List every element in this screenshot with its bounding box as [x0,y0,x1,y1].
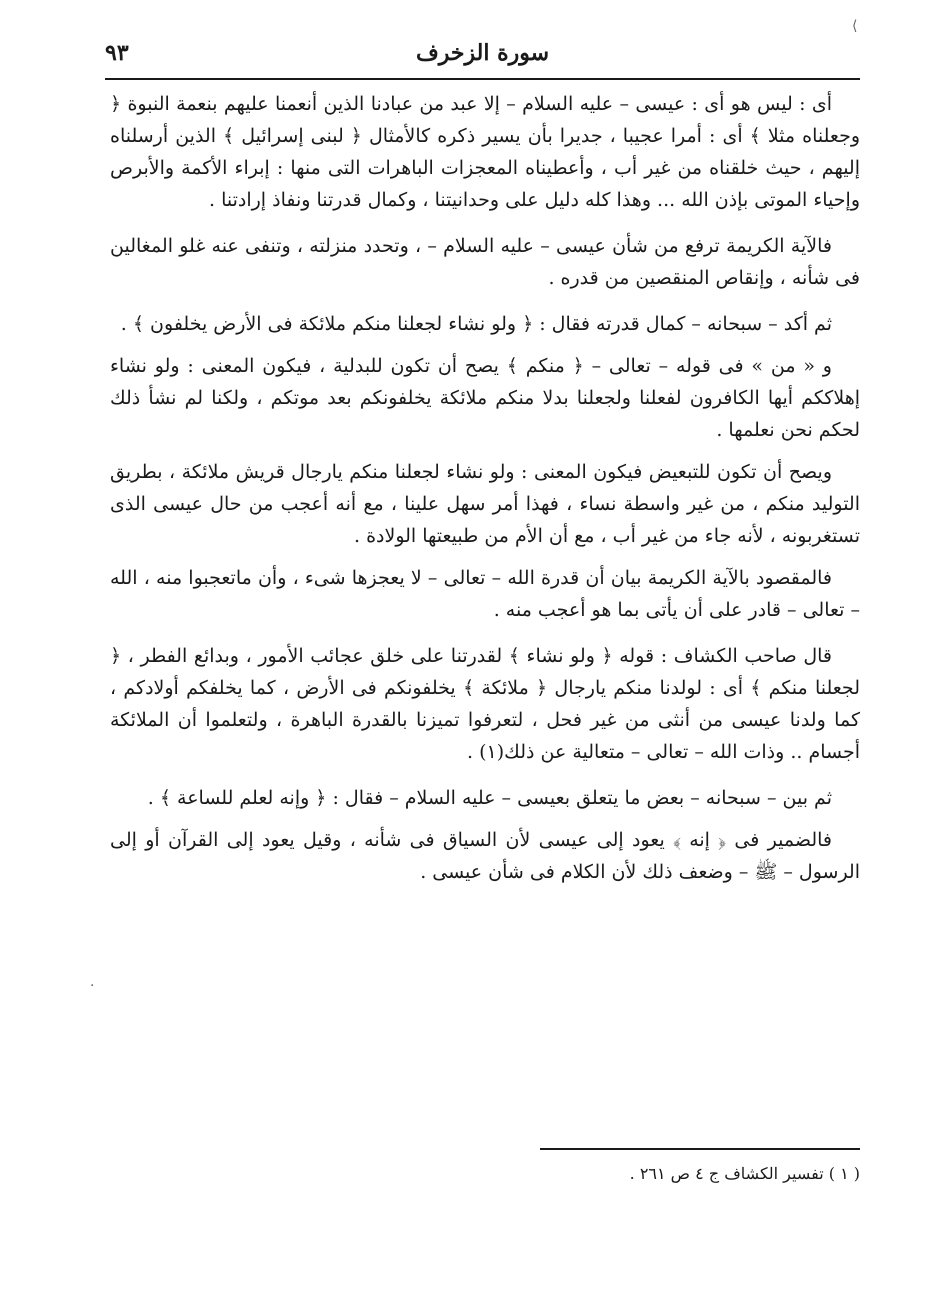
footnote: ( ١ ) تفسير الكشاف ج ٤ ص ٢٦١ . [629,1164,860,1183]
paragraph-4: و « من » فى قوله – تعالى – ﴿ منكم ﴾ يصح أن تكون للبدلية ، فيكون المعنى : ولو نشاء إهلاككم أيها الكافرون لفعلنا ولجعلنا بدلا منكم ملائكة يخلفونكم بعد موتكم ، ولكنا لم نشأ ذلك لحكم نحن نعلمها . [110,355,860,441]
paragraph-6: فالمقصود بالآية الكريمة بيان أن قدرة الله – تعالى – لا يعجزها شىء ، وأن ماتعجبوا منه ، الله – تعالى – قادر على أن يأتى بما هو أعجب منه . [110,567,860,621]
paragraph-1: أى : ليس هو أى : عيسى – عليه السلام – إلا عبد من عبادنا الذين أنعمنا عليهم بنعمة النبوة ﴿ وجعلناه مثلا ﴾ أى : أمرا عجيبا ، جديرا بأن يسير ذكره كالأمثال ﴿ لبنى إسرائيل ﴾ الذين أرسلناه إليهم ، حيث خلقناه من غير أب ، وأعطيناه المعجزات الباهرات التى منها : إبراء الأكمة والأبرص وإحياء الموتى بإذن الله ... وهذا كله دليل على وحدانيتنا ، وكمال قدرتنا ونفاذ إرادتنا . [110,93,860,211]
scan-margin-mark: · [90,978,95,994]
page-header [105,28,860,78]
scan-margin-mark: ⟨ [852,18,858,34]
header-divider [105,78,860,80]
paragraph-9: فالضمير فى ﴿ إنه ﴾ يعود إلى عيسى لأن السياق فى شأنه ، وقيل يعود إلى القرآن أو إلى الرسول – ﷺ – وضعف ذلك لأن الكلام فى شأن عيسى . [110,829,860,883]
paragraph-5: ويصح أن تكون للتبعيض فيكون المعنى : ولو نشاء لجعلنا منكم يارجال قريش ملائكة ، بطريق التوليد منكم ، من غير واسطة نساء ، فهذا أمر سهل علينا ، مع أنه أعجب من حال عيسى الذى تستغربونه ، لأنه جاء من غير أب ، مع أن الأم من طبيعتها الولادة . [110,461,860,547]
paragraph-3: ثم أكد – سبحانه – كمال قدرته فقال : ﴿ ولو نشاء لجعلنا منكم ملائكة فى الأرض يخلفون ﴾ . [120,313,832,335]
body-text [110,88,860,898]
page-number: ٩٣ [105,40,129,66]
footnote-divider [540,1148,860,1150]
surah-title: سورة الزخرف [415,40,550,66]
paragraph-8: ثم بين – سبحانه – بعض ما يتعلق بعيسى – عليه السلام – فقال : ﴿ وإنه لعلم للساعة ﴾ . [147,787,832,809]
paragraph-7: قال صاحب الكشاف : قوله ﴿ ولو نشاء ﴾ لقدرتنا على خلق عجائب الأمور ، وبدائع الفطر ، ﴿ لجعلنا منكم ﴾ أى : لولدنا منكم يارجال ﴿ ملائكة ﴾ يخلفونكم فى الأرض ، كما يخلفكم أولادكم ، كما ولدنا عيسى من أنثى من غير فحل ، لتعرفوا تميزنا بالقدرة الباهرة ، ولتعلموا أن الملائكة أجسام .. وذات الله – تعالى – متعالية عن ذلك(١) . [110,645,860,763]
paragraph-2: فالآية الكريمة ترفع من شأن عيسى – عليه السلام – ، وتحدد منزلته ، وتنفى عنه غلو المغالين فى شأنه ، وإنقاص المنقصين من قدره . [110,235,860,289]
